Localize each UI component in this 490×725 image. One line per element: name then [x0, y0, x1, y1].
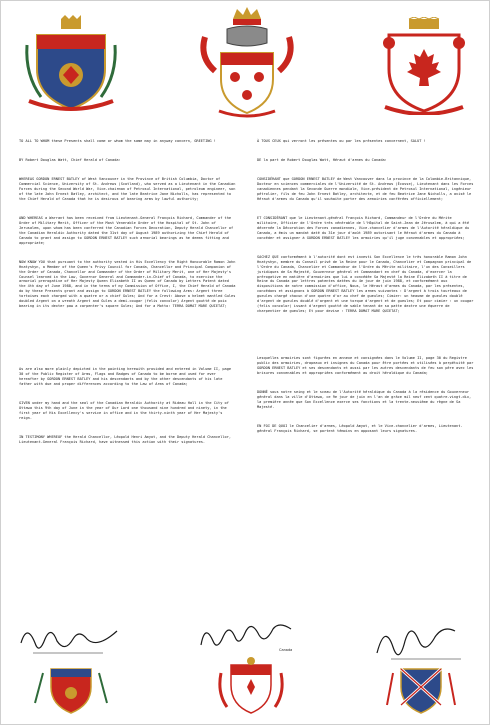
en-depiction: As are also more plainly depicted in the painting herewith provided and entered in Volume II, page 30 of the Public Register of Arms, Flags and Badges of Canada to be borne and used for ever hereafter by GORDON ERNEST BATLEY and his descendants and by the other descendants of his late father with due and proper differences according to the Law of Arms of Canada; — [19, 367, 234, 386]
english-column — [19, 129, 237, 459]
en-now-know-you: NOW KNOW YOU that pursuant to the authority vested in His Excellency the Right Honourable Ramon John Hnatyshyn, a Member of the Queen's Privy Council for Canada, Chancellor and Principal Companion of the Order of Canada, Chancellor and Commander of the Order of Military Merit, one of Her Majesty's Counsel learned in the Law, Governor General and Commander-in-Chief of Canada, to exercise the armorial prerogative of Her Majesty Queen Elizabeth II as Queen of Canada by Letters Patent dated the 4th day of June 1988, and in the terms of my Commission of Office, I, the Chief Herald of Canada do by these Presents grant and assign to GORDON ERNEST BATLEY the following Arms: Argent three tortoises each charged with a quatre or a chief Gules; And for a Crest: Above a helmet mantled Gules doubled Argent on a wreath Argent and Gules a demi-cougar (felis concolor) Argent goutté de poix bearing in its dexter paw a carpenter's square Gules; And for a Motto: TERRA DOMAT MARE QUIETAT; — [19, 259, 238, 308]
signatures-area — [1, 613, 490, 723]
en-spacer — [19, 323, 237, 357]
en-by-herald: BY Robert Douglas Watt, Chief Herald of Canada: — [19, 158, 121, 163]
header-crests — [1, 7, 490, 119]
fr-considerant: CONSIDÉRANT que GORDON ERNEST BATLEY de West Vancouver dans la province de la Colombie-Britannique, Docteur en sciences commerciales de l'Université de St. Andrews (Écosse), Lieutenant dans les Forces canadiennes pendant la Seconde Guerre mondiale, Vice-président de Petrosul International, ingénieur pétrolier, fils de feu John Ernest Batley, architecte, et de feu Beatrice Jane Nicholls, a avisé le Héraut d'armes du Canada qu'il souhaite porter des armoiries conférées officiellement; — [257, 177, 476, 201]
french-column — [257, 129, 475, 448]
signature-caption: Canada — [279, 648, 293, 652]
text-columns — [19, 129, 475, 599]
heraldic-authority-crest-icon — [23, 15, 119, 115]
maple-leaf-shield-icon — [379, 17, 469, 115]
fr-spacer — [257, 328, 475, 346]
en-salutation: TO ALL TO WHOM these Presents shall come or whom the same may in anyway concern, GREETING ! — [19, 138, 216, 143]
grantee-arms-icon — [197, 7, 297, 119]
en-given: GIVEN under my hand and the seal of the Canadian Heraldic Authority at Rideau Hall in the City of Ottawa this 9th day of June in the year of Our Lord one thousand nine hundred and ninety, in the first year of His Excellency's service in office and in the thirty-ninth year of Her Majesty's reign. — [19, 400, 232, 420]
fr-donne: DONNÉ sous notre seing et le sceau de l'Autorité héraldique du Canada à la résidence du Gouverneur général dans la ville d'Ottawa, ce 9e jour de juin en l'an de grâce mil neuf cent quatre-vingt-dix, la première année que Son Excellence exerce ses fonctions et la trente-neuvième du règne de Sa Majesté. — [257, 389, 474, 409]
signature-left-icon — [13, 613, 133, 721]
fr-by-herald: DE la part de Robert Douglas Watt, Héraut d'armes du Canada: — [257, 158, 387, 163]
signature-middle-icon — [191, 613, 311, 721]
fr-depiction: Lesquelles armoiries sont figurées en annexe et consignées dans le Volume II, page 30 du Registre public des armoiries, drapeaux et insignes du Canada pour être portées et utilisées à perpétuité par GORDON ERNEST BATLEY et ses descendants et aussi par les autres descendants de feu son père avec les brisures convenables et appropriées conformément au droit héraldique du Canada; — [257, 355, 476, 375]
fr-salutation: À TOUS CEUX qui verront les présentes ou par les présentes concernent, SALUT ! — [257, 138, 426, 143]
fr-sachez-que: SACHEZ QUE conformément à l'autorité dont est investi Son Excellence le très honorable Ramon John Hnatyshyn, membre du Conseil privé de la Reine pour le Canada, Chancelier et Compagnon principal de l'Ordre du Canada, Chancelier et Commandeur de l'Ordre du Mérite militaire, l'un des Conseillers juridiques de Sa Majesté, Gouverneur général et Commandant en chef du Canada, d'exercer la prérogative en matière d'armoiries que lui a concédée Sa Majesté la Reine Élizabeth II à titre de Reine du Canada par lettres patentes datées du 4e jour de juin 1988, et conformément aux dispositions de notre commission d'office, Nous, le Héraut d'armes du Canada, par les présentes, concédons et assignons à GORDON ERNEST BATLEY les armes suivantes : D'argent à trois tourteaux de gueules chargé chacun d'une quatre d'or au chef de gueules; Cimier: un heaume de gueules doublé d'argent de gueules doublé d'argent et une torque d'argent et de gueules; Et pour cimier : un cougar (felis concolor) issant d'argent goutté de sable tenant de sa patte dextre une équerre de charpentier de gueules; Et pour devise : TERRA DOMAT MARE QUIETAT; — [257, 254, 476, 313]
en-warrant: AND WHEREAS a Warrant has been received from Lieutenant-General François Richard, Commander of the Order of Military Merit, Officer of the Most Venerable Order of the Hospital of St. John of Jerusalem, upon whom has been conferred the Canadian Forces Decoration, Deputy Herald Chancellor of the Canadian Heraldic Authority dated the 31st day of August 1989 authorizing the Chief Herald of Canada to grant and assign to GORDON ERNEST BATLEY such armorial bearings as he deems fitting and appropriate; — [19, 216, 236, 245]
en-whereas: WHEREAS GORDON ERNEST BATLEY of West Vancouver in the Province of British Columbia, Doctor of Commercial Science, University of St. Andrews (Scotland), who served as a Lieutenant in the Canadian Forces during the Second World War, Vice-chairman of Petrosul International, petroleum engineer, son of the late John Ernest Batley, architect, and the late Beatrice Jane Nicholls, has represented to the Chief Herald of Canada that he is desirous of bearing arms by lawful authority; — [19, 177, 238, 201]
en-testimony: IN TESTIMONY WHEREOF the Herald Chancellor, Léopold Henri Amyot, and the Deputy Herald Chancellor, Lieutenant-General François Richard, have witnessed this action with their signatures. — [19, 434, 234, 444]
fr-mandat: ET CONSIDÉRANT que le Lieutenant-général François Richard, Commandeur de l'Ordre du Mérite militaire, Officier de l'Ordre très vénérable de l'Hôpital de Saint-Jean de Jérusalem, à qui a été décernée la Décoration des Forces canadiennes, Vice-chancelier d'armes de l'Autorité héraldique du Canada, a émis un mandat daté du 31e jour d'août 1989 autorisant le Héraut d'armes du Canada à concéder et assigner à GORDON ERNEST BATLEY les armoiries qu'il juge convenables et appropriées; — [257, 216, 472, 240]
signature-right-icon — [361, 613, 481, 721]
fr-en-foi: EN FOI DE QUOI le Chancelier d'armes, Léopold Amyot, et le Vice-chancelier d'armes, Lieutenant-général François Richard, se portent témoins en apposant leurs signatures. — [257, 423, 463, 433]
